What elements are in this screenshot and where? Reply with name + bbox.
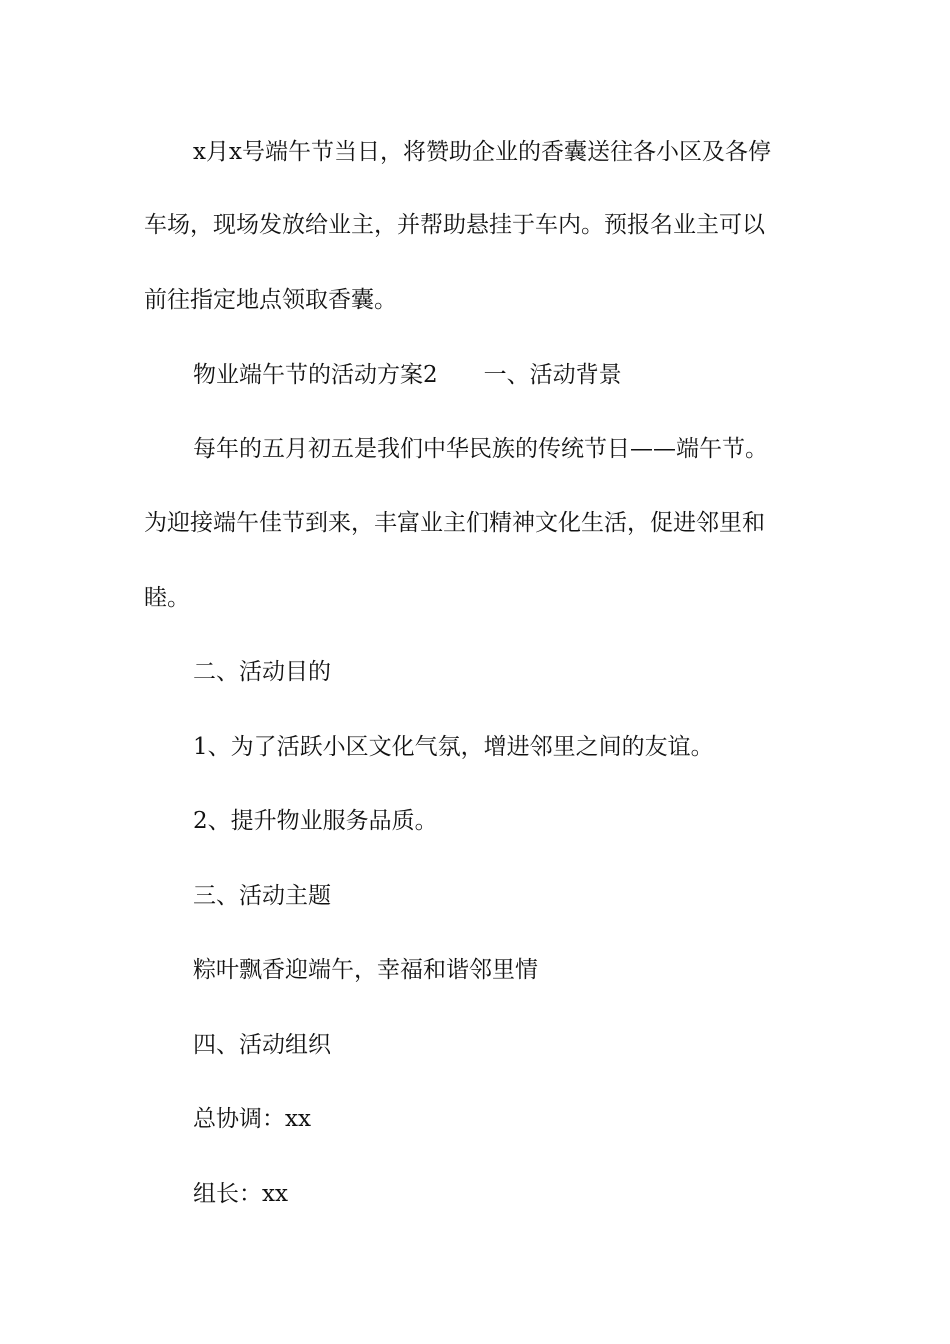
coordinator-text: 总协调：xx (193, 1106, 311, 1132)
section-heading: 四、活动组织 (193, 1032, 331, 1058)
paragraph-line: 车场，现场发放给业主，并帮助悬挂于车内。预报名业主可以 (144, 212, 765, 238)
plan-heading: 物业端午节的活动方案2 一、活动背景 (193, 362, 622, 388)
list-item: 2、提升物业服务品质。 (193, 808, 438, 834)
theme-text: 粽叶飘香迎端午，幸福和谐邻里情 (193, 957, 538, 983)
paragraph-line: 睦。 (144, 585, 190, 611)
section-heading: 三、活动主题 (193, 883, 331, 909)
paragraph-line: x月x号端午节当日，将赞助企业的香囊送往各小区及各停 (193, 139, 771, 165)
section-heading: 二、活动目的 (193, 659, 331, 685)
paragraph-line: 每年的五月初五是我们中华民族的传统节日——端午节。 (193, 436, 768, 462)
paragraph-line: 前往指定地点领取香囊。 (144, 287, 397, 313)
leader-text: 组长：xx (193, 1181, 288, 1207)
list-item: 1、为了活跃小区文化气氛，增进邻里之间的友谊。 (193, 734, 714, 760)
paragraph-line: 为迎接端午佳节到来，丰富业主们精神文化生活，促进邻里和 (144, 510, 765, 536)
